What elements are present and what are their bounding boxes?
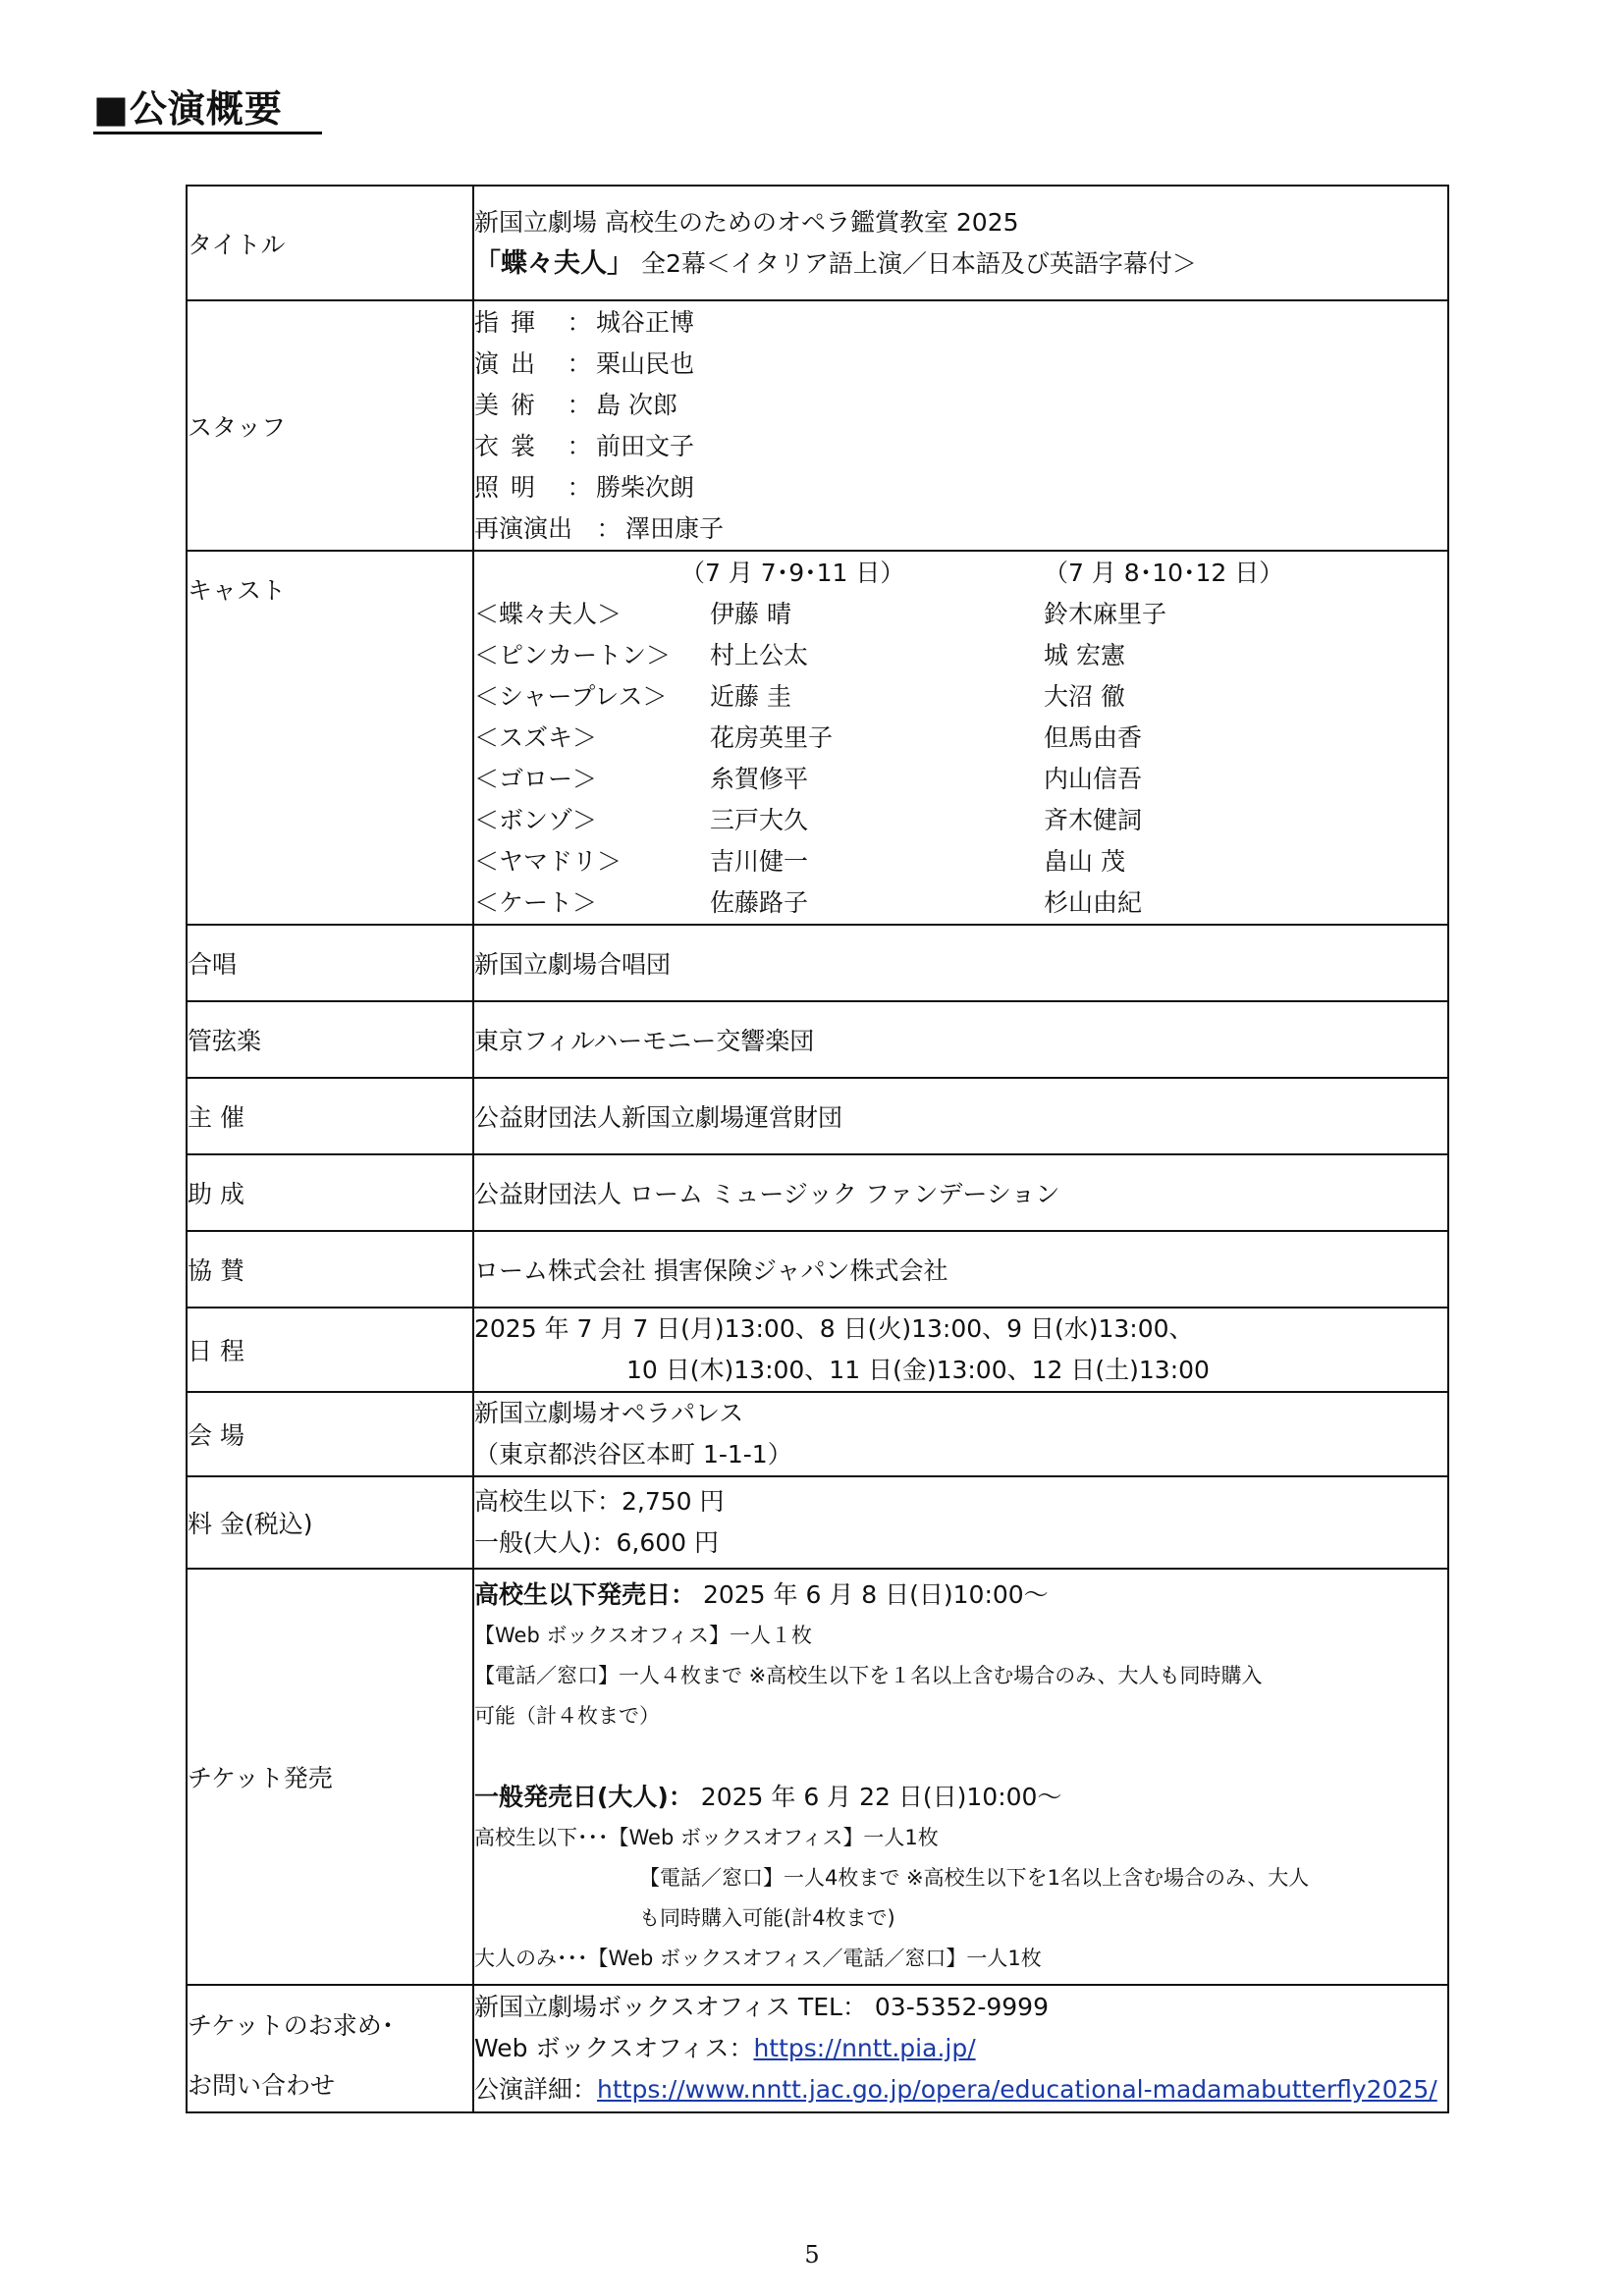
row-staff bbox=[187, 300, 1448, 551]
label-cast: キャスト bbox=[187, 551, 473, 925]
label-venue: 会 場 bbox=[187, 1392, 473, 1476]
row-tickets bbox=[187, 1569, 1448, 1985]
row-venue bbox=[187, 1392, 1448, 1476]
cast-item: ＜ピンカートン＞ 村上公太 城 宏憲 bbox=[474, 640, 1125, 669]
row-organizer bbox=[187, 1078, 1448, 1154]
cast-date-b: （7 月 8･10･12 日） bbox=[1044, 558, 1284, 587]
venue-line2: （東京都渋谷区本町 1-1-1） bbox=[474, 1440, 792, 1468]
value-orchestra: 東京フィルハーモニー交響楽団 bbox=[473, 1001, 1448, 1078]
label-orchestra: 管弦楽 bbox=[187, 1001, 473, 1078]
cast-item: ＜ケート＞ 佐藤路子 杉山由紀 bbox=[474, 887, 1143, 917]
staff-item: 美術 ： 島 次郎 bbox=[474, 390, 677, 419]
tickets-hs-heading: 高校生以下発売日： 2025 年 6 月 8 日(日)10:00～ bbox=[474, 1580, 1049, 1609]
title-line2 bbox=[474, 243, 1447, 285]
cast-item: ＜ゴロー＞ 糸賀修平 内山信吾 bbox=[474, 764, 1143, 793]
label-staff: スタッフ bbox=[187, 300, 473, 551]
contact-phone: 新国立劇場ボックスオフィス TEL： 03-5352-9999 bbox=[474, 1993, 1049, 2021]
row-grant bbox=[187, 1154, 1448, 1231]
label-contact bbox=[187, 1985, 473, 2112]
row-contact bbox=[187, 1985, 1448, 2112]
tickets-spacer bbox=[474, 1736, 1447, 1777]
schedule-line2: 10 日(木)13:00、11 日(金)13:00、12 日(土)13:00 bbox=[626, 1356, 1210, 1384]
value-chorus: 新国立劇場合唱団 bbox=[473, 925, 1448, 1001]
label-contact-line1: チケットのお求め･ bbox=[188, 2011, 395, 2040]
label-chorus: 合唱 bbox=[187, 925, 473, 1001]
contact-web: Web ボックスオフィス：https://nntt.pia.jp/ bbox=[474, 2034, 976, 2062]
venue-line1: 新国立劇場オペラパレス bbox=[474, 1399, 744, 1427]
tickets-hs-phone-cont: 可能（計４枚まで） bbox=[474, 1704, 660, 1728]
row-title bbox=[187, 186, 1448, 300]
row-cast bbox=[187, 551, 1448, 925]
title-opera-name: 「蝶々夫人」 bbox=[474, 247, 633, 279]
label-schedule: 日 程 bbox=[187, 1308, 473, 1392]
page-number: 5 bbox=[804, 2241, 820, 2269]
staff-item: 再演演出 ： 澤田康子 bbox=[474, 513, 725, 543]
label-title: タイトル bbox=[187, 186, 473, 300]
web-box-office-link[interactable]: https://nntt.pia.jp/ bbox=[753, 2034, 976, 2062]
value-grant: 公益財団法人 ローム ミュージック ファンデーション bbox=[473, 1154, 1448, 1231]
label-contact-line2: お問い合わせ bbox=[188, 2071, 336, 2100]
performance-detail-link[interactable]: https://www.nntt.jac.go.jp/opera/educational-madamabutterfly2025/ bbox=[597, 2075, 1437, 2104]
staff-item: 演出 ： 栗山民也 bbox=[474, 348, 695, 378]
row-orchestra bbox=[187, 1001, 1448, 1078]
value-sponsor: ローム株式会社 損害保険ジャパン株式会社 bbox=[473, 1231, 1448, 1308]
label-tickets: チケット発売 bbox=[187, 1569, 473, 1985]
cast-item: ＜シャープレス＞ 近藤 圭 大沼 徹 bbox=[474, 681, 1125, 711]
cast-item: ＜スズキ＞ 花房英里子 但馬由香 bbox=[474, 722, 1143, 752]
label-sponsor: 協 賛 bbox=[187, 1231, 473, 1308]
tickets-gen-phone: 【電話／窓口】一人4枚まで ※高校生以下を1名以上含む場合のみ、大人 bbox=[639, 1866, 1310, 1890]
row-schedule bbox=[187, 1308, 1448, 1392]
overview-table bbox=[186, 185, 1449, 2113]
schedule-line1: 2025 年 7 月 7 日(月)13:00、8 日(火)13:00、9 日(水)13:00、 bbox=[474, 1314, 1194, 1343]
contact-detail: 公演詳細：https://www.nntt.jac.go.jp/opera/educational-madamabutterfly2025/ bbox=[474, 2075, 1437, 2104]
cast-dates bbox=[474, 553, 1447, 594]
row-chorus bbox=[187, 925, 1448, 1001]
cast-date-a: （7 月 7･9･11 日） bbox=[680, 558, 905, 587]
row-sponsor bbox=[187, 1231, 1448, 1308]
tickets-hs-web: 【Web ボックスオフィス】一人１枚 bbox=[474, 1624, 812, 1647]
price-line1: 高校生以下：2,750 円 bbox=[474, 1487, 725, 1516]
cast-item: ＜蝶々夫人＞ 伊藤 晴 鈴木麻里子 bbox=[474, 599, 1167, 628]
cast-list bbox=[473, 551, 1448, 925]
cast-item: ＜ボンゾ＞ 三戸大久 斉木健詞 bbox=[474, 805, 1143, 834]
tickets-gen-phone-cont: も同時購入可能(計4枚まで) bbox=[639, 1906, 895, 1930]
value-organizer: 公益財団法人新国立劇場運営財団 bbox=[473, 1078, 1448, 1154]
row-price bbox=[187, 1476, 1448, 1569]
price-line2: 一般(大人)：6,600 円 bbox=[474, 1528, 720, 1557]
label-organizer: 主 催 bbox=[187, 1078, 473, 1154]
tickets-gen-heading: 一般発売日(大人)： 2025 年 6 月 22 日(日)10:00～ bbox=[474, 1783, 1062, 1811]
label-grant: 助 成 bbox=[187, 1154, 473, 1231]
tickets-gen-hs: 高校生以下･･･【Web ボックスオフィス】一人1枚 bbox=[474, 1826, 939, 1849]
title-line1: 新国立劇場 高校生のためのオペラ鑑賞教室 2025 bbox=[474, 207, 1019, 237]
staff-item: 指揮 ： 城谷正博 bbox=[474, 307, 695, 337]
tickets-hs-phone: 【電話／窓口】一人４枚まで ※高校生以下を１名以上含む場合のみ、大人も同時購入 bbox=[474, 1664, 1263, 1687]
staff-item: 衣裳 ： 前田文子 bbox=[474, 431, 695, 460]
page-heading: ■公演概要 bbox=[93, 86, 322, 134]
staff-item: 照明 ： 勝柴次朗 bbox=[474, 472, 695, 502]
staff-list bbox=[473, 300, 1448, 551]
cast-item: ＜ヤマドリ＞ 吉川健一 畠山 茂 bbox=[474, 846, 1125, 876]
title-details: 全2幕＜イタリア語上演／日本語及び英語字幕付＞ bbox=[633, 248, 1197, 278]
tickets-gen-adult: 大人のみ･･･【Web ボックスオフィス／電話／窓口】一人1枚 bbox=[474, 1947, 1042, 1970]
label-price: 料 金(税込) bbox=[187, 1476, 473, 1569]
